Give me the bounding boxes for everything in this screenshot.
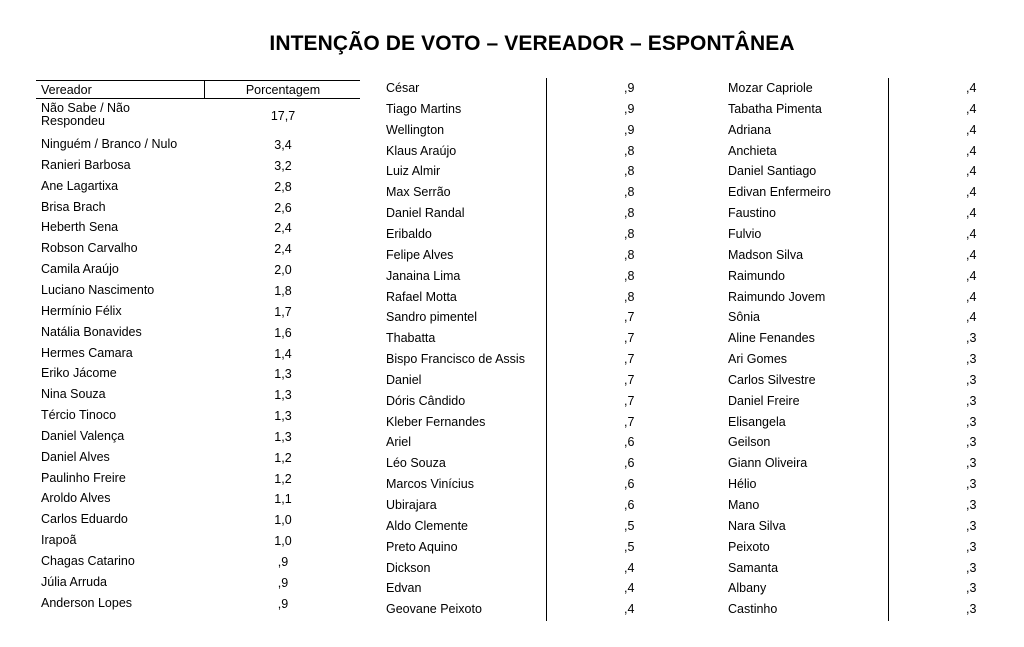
table-row	[36, 555, 360, 576]
candidate-name: Ubirajara	[386, 498, 437, 512]
candidate-name: Natália Bonavides	[41, 324, 142, 339]
table-row	[36, 102, 360, 130]
candidate-name: Não Sabe / Não Respondeu	[41, 101, 130, 128]
candidate-percentage: ,8	[624, 164, 635, 179]
candidate-name: Chagas Catarino	[41, 554, 135, 568]
candidate-percentage: ,3	[966, 539, 977, 554]
table-row	[36, 138, 360, 159]
table-row	[36, 451, 360, 472]
candidate-name: Anchieta	[728, 143, 777, 158]
candidate-percentage: ,3	[966, 581, 977, 596]
candidate-percentage: ,9	[624, 122, 635, 137]
candidate-name: Ariel	[386, 435, 412, 450]
candidate-percentage: 1,4	[274, 346, 292, 361]
candidate-name: Eribaldo	[386, 226, 432, 241]
candidate-name: Aline Fenandes	[728, 331, 815, 346]
candidate-name: Adriana	[728, 122, 772, 137]
candidate-name: Daniel Valença	[41, 428, 125, 443]
candidate-percentage: ,4	[966, 289, 977, 304]
candidate-percentage: ,3	[966, 560, 977, 575]
candidate-percentage: ,7	[624, 352, 635, 367]
candidate-name: Max Serrão	[386, 185, 451, 200]
header-vereador: Vereador	[41, 83, 92, 97]
candidate-name: Preto Aquino	[386, 539, 458, 554]
candidate-percentage: 2,8	[274, 179, 292, 194]
table-row	[36, 513, 360, 534]
candidate-name: Heberth Sena	[41, 220, 119, 235]
candidate-percentage: ,7	[624, 393, 635, 408]
candidate-percentage: ,5	[624, 518, 635, 533]
page-title: INTENÇÃO DE VOTO – VEREADOR – ESPONTÂNEA	[269, 32, 795, 55]
candidate-name: Carlos Eduardo	[41, 512, 128, 527]
table-row	[36, 367, 360, 388]
candidate-name: Robson Carvalho	[41, 241, 138, 256]
candidate-name: Irapoã	[41, 533, 77, 548]
candidate-percentage: ,4	[966, 164, 977, 179]
candidate-name: Ranieri Barbosa	[41, 157, 131, 172]
candidate-percentage: ,3	[966, 331, 977, 346]
candidate-name: Daniel Freire	[728, 393, 800, 408]
candidate-percentage: ,4	[966, 101, 977, 116]
table-row	[36, 347, 360, 368]
candidate-percentage: ,8	[624, 185, 635, 200]
table-row	[36, 284, 360, 305]
candidate-percentage: ,3	[966, 393, 977, 408]
column-2-divider	[546, 78, 547, 621]
candidate-name: Daniel Randal	[386, 206, 465, 221]
table-row	[36, 326, 360, 347]
candidate-name: Klaus Araújo	[386, 143, 457, 158]
candidate-name: Madson Silva	[728, 247, 804, 262]
candidate-name: Tabatha Pimenta	[728, 101, 822, 116]
candidate-percentage: 1,3	[274, 388, 292, 403]
candidate-percentage: ,4	[624, 560, 635, 575]
table-row	[36, 159, 360, 180]
candidate-name: Júlia Arruda	[41, 574, 108, 589]
table-row	[36, 242, 360, 263]
candidate-percentage: 3,2	[274, 158, 292, 173]
candidate-percentage: ,3	[966, 435, 977, 450]
candidate-name: Aroldo Alves	[41, 491, 111, 506]
candidate-name: Luciano Nascimento	[41, 282, 155, 297]
table-row	[36, 492, 360, 513]
candidate-name: Nara Silva	[728, 518, 786, 533]
candidate-percentage: ,9	[277, 555, 289, 569]
candidate-name: Ari Gomes	[728, 352, 788, 367]
table-row	[36, 534, 360, 555]
table-row	[36, 221, 360, 242]
candidate-percentage: ,8	[624, 206, 635, 221]
candidate-name: Ninguém / Branco / Nulo	[41, 137, 178, 151]
candidate-percentage: ,4	[966, 185, 977, 200]
candidate-percentage: ,3	[966, 372, 977, 387]
table-row	[36, 472, 360, 493]
candidate-percentage: ,3	[966, 518, 977, 533]
candidate-name: Samanta	[728, 560, 779, 575]
candidate-percentage: ,4	[966, 122, 977, 137]
candidate-percentage: 2,6	[274, 200, 292, 215]
candidate-percentage: 1,0	[274, 534, 292, 549]
candidate-percentage: ,4	[966, 226, 977, 241]
candidate-name: Castinho	[728, 602, 778, 617]
candidate-percentage: 1,3	[274, 409, 292, 424]
candidate-name: Edvan	[386, 581, 422, 596]
candidate-percentage: ,3	[966, 602, 977, 617]
candidate-name: Ane Lagartixa	[41, 178, 119, 193]
candidate-name: Anderson Lopes	[41, 595, 133, 610]
table-header	[36, 80, 360, 99]
candidate-percentage: ,6	[624, 435, 635, 450]
candidate-name: César	[386, 81, 420, 95]
candidate-name: Nina Souza	[41, 387, 106, 402]
candidate-name: Raimundo	[728, 268, 785, 283]
candidate-percentage: ,8	[624, 289, 635, 304]
candidate-percentage: 17,7	[270, 109, 296, 123]
candidate-name: Tiago Martins	[386, 101, 462, 116]
header-porcentagem: Porcentagem	[245, 83, 321, 97]
candidate-percentage: ,4	[966, 268, 977, 283]
candidate-percentage: ,5	[624, 539, 635, 554]
candidate-name: Geilson	[728, 435, 771, 450]
candidate-percentage: 1,0	[274, 513, 292, 528]
candidate-percentage: 1,1	[274, 492, 292, 507]
table-row	[36, 597, 360, 618]
candidate-name: Aldo Clemente	[386, 518, 468, 533]
candidate-percentage: 1,3	[274, 429, 292, 444]
candidate-name: Luiz Almir	[386, 164, 441, 179]
candidate-percentage: 3,4	[274, 138, 292, 152]
candidate-percentage: ,9	[277, 575, 289, 590]
candidate-percentage: ,4	[624, 581, 635, 596]
candidate-percentage: ,3	[966, 414, 977, 429]
candidate-percentage: ,3	[966, 456, 977, 471]
candidate-name: Eriko Jácome	[41, 366, 117, 381]
table-row	[36, 201, 360, 222]
candidate-percentage: ,9	[624, 81, 635, 95]
candidate-percentage: ,9	[277, 596, 289, 611]
candidate-percentage: ,4	[624, 602, 635, 617]
candidate-percentage: ,7	[624, 331, 635, 346]
candidate-name: Peixoto	[728, 539, 770, 554]
candidate-name: Paulinho Freire	[41, 470, 126, 485]
candidate-name: Sônia	[728, 310, 760, 325]
candidate-percentage: 2,4	[274, 242, 292, 257]
table-row	[36, 305, 360, 326]
candidate-percentage: 1,2	[274, 450, 292, 465]
table-row	[36, 430, 360, 451]
candidate-name: Wellington	[386, 122, 445, 137]
candidate-name: Daniel Alves	[41, 449, 110, 464]
candidate-percentage: 1,6	[274, 325, 292, 340]
column-3-divider	[888, 78, 889, 621]
candidate-name: Marcos Vinícius	[386, 477, 474, 492]
candidate-name: Elisangela	[728, 414, 786, 429]
candidate-name: Janaina Lima	[386, 268, 461, 283]
candidate-name: Faustino	[728, 206, 776, 221]
candidate-percentage: ,8	[624, 143, 635, 158]
candidate-name: Mano	[728, 498, 760, 512]
candidate-percentage: 1,2	[274, 471, 292, 486]
candidate-name: Carlos Silvestre	[728, 372, 816, 387]
candidate-percentage: ,7	[624, 310, 635, 325]
candidate-name: Thabatta	[386, 331, 436, 346]
candidate-name: Léo Souza	[386, 456, 446, 471]
candidate-percentage: ,6	[624, 456, 635, 471]
candidate-name: Mozar Capriole	[728, 81, 813, 95]
candidate-name: Daniel Santiago	[728, 164, 817, 179]
candidate-percentage: ,8	[624, 268, 635, 283]
candidate-name: Edivan Enfermeiro	[728, 185, 831, 200]
candidate-percentage: 2,0	[274, 263, 292, 278]
candidate-name: Kleber Fernandes	[386, 414, 486, 429]
candidate-percentage: ,3	[966, 477, 977, 492]
table-row	[36, 388, 360, 409]
table-row	[36, 263, 360, 284]
table-row	[36, 576, 360, 597]
candidate-name: Fulvio	[728, 226, 762, 241]
candidate-name: Felipe Alves	[386, 247, 454, 262]
candidate-name: Bispo Francisco de Assis	[386, 352, 525, 367]
table-row	[36, 180, 360, 201]
results-table-column-1	[36, 80, 360, 611]
candidate-name: Brisa Brach	[41, 199, 106, 214]
header-divider	[204, 80, 205, 99]
candidate-name: Albany	[728, 581, 767, 596]
candidate-name: Raimundo Jovem	[728, 289, 826, 304]
candidate-percentage: ,8	[624, 247, 635, 262]
candidate-percentage: ,8	[624, 226, 635, 241]
candidate-percentage: ,4	[966, 206, 977, 221]
candidate-percentage: ,4	[966, 143, 977, 158]
candidate-name: Geovane Peixoto	[386, 602, 482, 617]
table-row	[36, 409, 360, 430]
candidate-name: Hélio	[728, 477, 757, 492]
candidate-percentage: ,6	[624, 498, 635, 512]
candidate-name: Daniel	[386, 372, 422, 387]
candidate-name: Sandro pimentel	[386, 310, 478, 325]
candidate-percentage: 1,7	[274, 304, 292, 319]
candidate-percentage: ,4	[966, 310, 977, 325]
candidate-percentage: ,4	[966, 247, 977, 262]
candidate-percentage: ,6	[624, 477, 635, 492]
candidate-name: Giann Oliveira	[728, 456, 808, 471]
candidate-name: Camila Araújo	[41, 262, 119, 277]
candidate-percentage: ,3	[966, 498, 977, 512]
candidate-name: Dickson	[386, 560, 431, 575]
candidate-percentage: ,4	[966, 81, 977, 95]
candidate-name: Tércio Tinoco	[41, 408, 117, 423]
candidate-percentage: ,7	[624, 372, 635, 387]
candidate-name: Rafael Motta	[386, 289, 457, 304]
candidate-name: Hermes Camara	[41, 345, 133, 360]
candidate-percentage: 1,3	[274, 367, 292, 382]
candidate-name: Hermínio Félix	[41, 303, 122, 318]
candidate-percentage: 1,8	[274, 283, 292, 298]
candidate-percentage: 2,4	[274, 221, 292, 236]
candidate-percentage: ,9	[624, 101, 635, 116]
candidate-percentage: ,7	[624, 414, 635, 429]
candidate-name: Dóris Cândido	[386, 393, 466, 408]
candidate-percentage: ,3	[966, 352, 977, 367]
